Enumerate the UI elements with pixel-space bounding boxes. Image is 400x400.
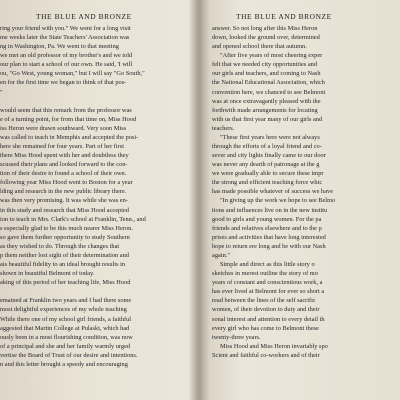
text-line: tions and influences live on in the new institu [212, 206, 328, 214]
text-line: sever and city lights finally came to our door [212, 152, 326, 160]
text-line: aking of this period of her teaching life, Miss Hood [0, 279, 131, 287]
text-line: following year Miss Hood went to Boston for a year [0, 179, 133, 187]
text-line: sketches in merest outline the story of mo [212, 270, 318, 278]
text-line: me weeks later the State Teachers' Association was [0, 34, 130, 42]
text-line: was then very promising. It was while she was en- [0, 197, 128, 205]
text-line: most delightful experiences of my whole teaching [0, 306, 127, 314]
text-line: years of constant and conscientious work, a [212, 279, 323, 287]
text-line: we met an old professor of my brother's and we told [0, 52, 133, 60]
text-line: was at once extravagantly pleased with the [212, 97, 321, 105]
text-line: good to girls and young women. For the pa [212, 215, 322, 223]
text-line: prises and activities that have long interested [212, 233, 326, 241]
running-head-right: THE BLUE AND BRONZE [236, 12, 332, 21]
text-line: e of a turning point, for from that time on, Miss Hood [0, 115, 137, 123]
text-line: through the efforts of a loyal friend and co- [212, 143, 322, 151]
text-line: emained at Franklin two years and I had there some [0, 297, 132, 305]
text-line [0, 97, 196, 106]
text-line: s especially glad to be this much nearer Miss Heron. [0, 224, 133, 232]
text-line: every girl who has come to Belmont these [212, 324, 319, 332]
text-line: tion of their desire to found a school of their own. [0, 170, 127, 178]
text-line: the strong and efficient teaching force whic [212, 179, 323, 187]
text-line: down, looked the ground over, determined [212, 34, 320, 42]
text-line: ion to teach in Mrs. Clark's school at Franklin, Tenn., and [0, 215, 146, 223]
text-line: Miss Hood and Miss Heron invariably spo [220, 342, 328, 350]
text-line: "After five years of most cheering exper [220, 52, 323, 60]
running-head-left: THE BLUE AND BRONZE [36, 12, 132, 21]
text-line: our girls and teachers, and coming to Nash [212, 70, 321, 78]
text-line: twenty-three years. [212, 333, 261, 341]
text-line: in this study and research that Miss Hood accepted [0, 206, 129, 214]
text-line: sonal interest and attention to every detail th [212, 315, 325, 323]
text-line: we were gradually able to secure these impr [212, 170, 324, 178]
right-page-body [212, 24, 400, 360]
text-line: has made possible whatever of success we have [212, 188, 334, 196]
text-line: scussed their plans and looked forward to the con- [0, 161, 128, 169]
text-line: "In giving up the work we hope to see Belmo [220, 197, 336, 205]
text-line: vertise the Board of Trust of our desire and intentions. [0, 351, 138, 359]
text-line: was called to teach in Memphis and accepted the posi- [0, 133, 139, 141]
text-line: our plan to start a school of our own. He said, 'I will [0, 61, 133, 69]
text-line: convention here, we chanced to see Belmont [212, 88, 326, 96]
text-line: teachers. [212, 124, 235, 132]
text-line: would seem that this remark from the professor was [0, 106, 132, 114]
text-line: here she remained for four years. Part of her first [0, 143, 125, 151]
text-line: friends and relatives elsewhere and to the p [212, 224, 322, 232]
text-line: " [0, 88, 3, 96]
text-line: women, of their devotion to duty and their [212, 306, 320, 314]
text-line: en for the first time we began to think of that pos- [0, 79, 127, 87]
text-line: forthwith made arrangements for locating [212, 106, 318, 114]
text-line: has ever lived at Belmont for ever so short a [212, 288, 325, 296]
text-line: read between the lines of the self sacrific [212, 297, 316, 305]
text-line: ou, "Go West, young woman," but I will say "Go South," [0, 70, 145, 78]
text-line: ously been in a most flourishing condition, was now [0, 333, 133, 341]
text-line: While there one of my school girl friends, a faithful [0, 315, 132, 323]
text-line: hope to return ere long and be with our Nash [212, 242, 326, 250]
text-line: again." [212, 251, 230, 259]
text-line: so gave them further opportunity to study Southern [0, 233, 130, 241]
text-line: aggested that Martin College at Pulaski, which had [0, 324, 130, 332]
text-line: ng in Washington, Pa. We went to that meeting [0, 43, 119, 51]
text-line: as they wished to do. Through the changes that [0, 242, 120, 250]
text-line: iss Heron were drawn southward. Very soon Miss [0, 124, 127, 132]
right-page [204, 0, 400, 400]
text-line: ais beautiful fidelity to an ideal brought results in [0, 261, 126, 269]
text-line: p them neither lost sight of their determination and [0, 251, 129, 259]
text-line: felt that we needed city opportunities and [212, 61, 317, 69]
text-line: ring your friend with you." We went for a long visit [0, 25, 131, 32]
text-line: was never any dearth of patronage at the g [212, 161, 320, 169]
text-line: the National Educational Association, which [212, 79, 325, 87]
text-line: there Miss Hood spent with her and doubtless they [0, 152, 129, 160]
text-line: and opened school there that autumn. [212, 43, 307, 51]
text-line [0, 287, 196, 296]
text-line: Simple and direct as this little story o [220, 261, 315, 269]
text-line: of a principal and she and her family warmly urged [0, 342, 131, 350]
left-page-body [0, 24, 196, 369]
text-line: answer. So not long after this Miss Heron [212, 25, 318, 32]
text-line: with us that first year many of our girls and [212, 115, 323, 123]
text-line: lding and research in the new public library there. [0, 188, 127, 196]
text-line: n and this letter brought a speedy and encouraging [0, 360, 128, 368]
left-page [0, 0, 196, 400]
text-line: "These first years here were not always [220, 133, 320, 141]
text-line: shown in beautiful Belmont of today. [0, 270, 95, 278]
text-line: Scient and faithful co-workers and of their [212, 351, 320, 359]
